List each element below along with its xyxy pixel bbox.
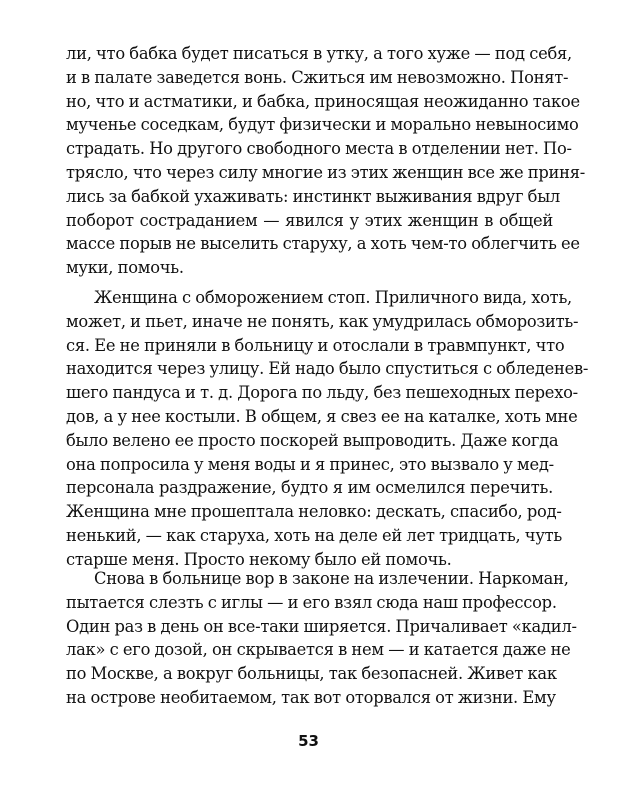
- text-line: и в палате заведется вонь. Сжиться им невозможно. Понят-: [66, 67, 569, 87]
- text-line: она попросила у меня воды и я принес, это вызвало у мед-: [66, 454, 554, 474]
- text-line: страдать. Но другого свободного места в отделении нет. По-: [66, 139, 572, 159]
- text-line: трясло, что через силу многие из этих женщин все же приня-: [66, 162, 586, 182]
- text-line: поборот состраданием — явился у этих женщин в общей: [66, 210, 553, 230]
- text-line: может, и пьет, иначе не понять, как умудрилась обморозить-: [66, 311, 579, 331]
- paragraph-2: [66, 286, 589, 572]
- paragraph-1: [66, 42, 586, 280]
- text-line: персонала раздражение, будто я им осмелился перечить.: [66, 478, 553, 498]
- text-line: но, что и астматики, и бабка, приносящая неожиданно такое: [66, 91, 580, 111]
- text-line: ненький, — как старуха, хоть на деле ей лет тридцать, чуть: [66, 525, 563, 545]
- text-line: было велено ее просто поскорей выпроводить. Даже когда: [66, 430, 559, 450]
- text-line: дов, а у нее костыли. В общем, я свез ее на каталке, хоть мне: [66, 406, 578, 426]
- text-line: массе порыв не выселить старуху, а хоть чем-то облегчить ее: [66, 234, 580, 254]
- text-line: Один раз в день он все-таки ширяется. Причаливает «кадил-: [66, 616, 577, 636]
- text-line: Снова в больнице вор в законе на излечении. Наркоман,: [94, 569, 569, 588]
- text-line: старше меня. Просто некому было ей помочь.: [66, 549, 452, 569]
- text-line: Женщина с обморожением стоп. Приличного вида, хоть,: [94, 288, 572, 307]
- text-line: муки, помочь.: [66, 258, 184, 278]
- text-line: находится через улицу. Ей надо было спуститься с обледенев-: [66, 359, 589, 379]
- text-line: шего пандуса и т. д. Дорога по льду, без пешеходных перехо-: [66, 383, 578, 403]
- paragraph-3: [66, 567, 577, 710]
- text-line: мученье соседкам, будут физически и морально невыносимо: [66, 115, 579, 135]
- page-number: 53: [298, 732, 319, 750]
- text-line: по Москве, а вокруг больницы, так безопасней. Живет как: [66, 664, 557, 684]
- text-line: лак» с его дозой, он скрывается в нем — и катается даже не: [66, 640, 571, 660]
- text-line: на острове необитаемом, так вот оторвался от жизни. Ему: [66, 687, 556, 707]
- text-line: ся. Ее не приняли в больницу и отослали в травмпункт, что: [66, 335, 565, 355]
- text-line: Женщина мне прошептала неловко: дескать, спасибо, род-: [66, 502, 562, 522]
- text-line: пытается слезть с иглы — и его взял сюда наш профессор.: [66, 592, 557, 612]
- text-line: лись за бабкой ухаживать: инстинкт выживания вдруг был: [66, 186, 560, 206]
- text-line: ли, что бабка будет писаться в утку, а того хуже — под себя,: [66, 44, 572, 63]
